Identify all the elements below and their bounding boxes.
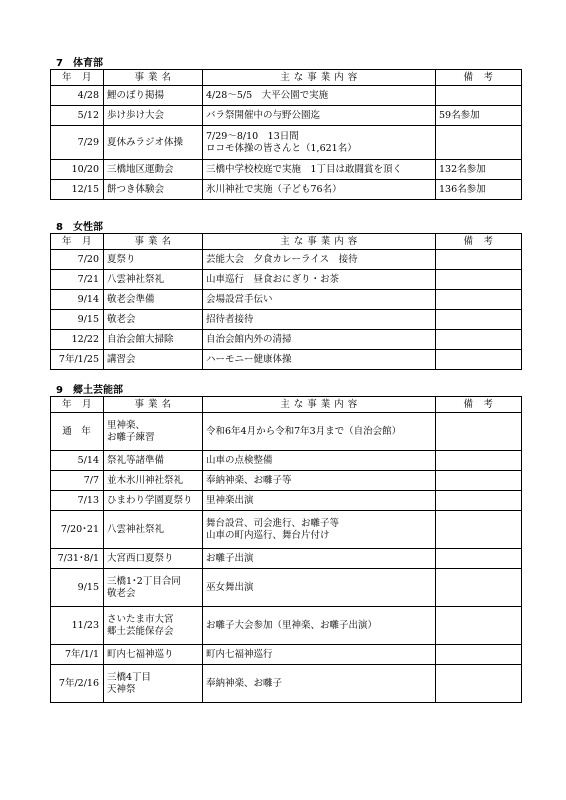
table-row — [51, 160, 522, 180]
row-name — [104, 413, 203, 451]
header-content: 主 な 事 業 内 容 — [203, 397, 436, 413]
row-date: 7/29 — [51, 126, 104, 160]
table-row — [51, 491, 522, 511]
table-row — [51, 645, 522, 665]
header-date: 年 月 — [51, 70, 104, 86]
header-note: 備 考 — [436, 397, 522, 413]
row-content: 奉納神楽、お囃子 — [203, 665, 436, 703]
row-note — [436, 310, 522, 330]
table-row — [51, 86, 522, 106]
header-name: 事 業 名 — [104, 397, 203, 413]
row-date: 7年/2/16 — [51, 665, 104, 703]
table-row — [51, 665, 522, 703]
row-name — [104, 665, 203, 703]
row-name: 八雲神社祭礼 — [104, 511, 203, 549]
table-folk-arts — [50, 396, 522, 703]
row-content — [203, 126, 436, 160]
row-content: 会場設営手伝い — [203, 290, 436, 310]
section-title-womens: 8 女性部 — [56, 222, 103, 233]
row-note: 59名参加 — [436, 106, 522, 126]
header-name: 事 業 名 — [104, 234, 203, 250]
content-line: ロコモ体操の皆さんと（1,621名） — [206, 142, 357, 154]
name-line: 里神楽、 — [107, 419, 146, 431]
row-name: 敬老会準備 — [104, 290, 203, 310]
row-date: 9/15 — [51, 569, 104, 607]
row-date: 7/7 — [51, 471, 104, 491]
row-date: 12/15 — [51, 180, 104, 200]
name-line: 三橋1･2丁目合同 — [107, 575, 181, 587]
row-date: 7年/1/1 — [51, 645, 104, 665]
table-row — [51, 270, 522, 290]
section-title-sports: 7 体育部 — [56, 58, 103, 69]
row-date: 7年/1/25 — [51, 350, 104, 370]
table-row — [51, 607, 522, 645]
row-date: 9/15 — [51, 310, 104, 330]
row-content: 里神楽出演 — [203, 491, 436, 511]
table-row — [51, 569, 522, 607]
row-note — [436, 549, 522, 569]
row-content: 山車の点検整備 — [203, 451, 436, 471]
table-row — [51, 549, 522, 569]
content-line: 山車の町内巡行、舞台片付け — [206, 529, 330, 541]
name-line: お囃子練習 — [107, 431, 155, 443]
table-row — [51, 330, 522, 350]
row-content: 三橋中学校校庭で実施 1丁目は敢闘賞を頂く — [203, 160, 436, 180]
row-name: 敬老会 — [104, 310, 203, 330]
table-row — [51, 290, 522, 310]
row-date: 7/20 — [51, 250, 104, 270]
table-row — [51, 250, 522, 270]
table-row — [51, 413, 522, 451]
row-content — [203, 511, 436, 549]
row-note — [436, 491, 522, 511]
row-note: 132名参加 — [436, 160, 522, 180]
row-content: お囃子出演 — [203, 549, 436, 569]
row-date: 7/20･21 — [51, 511, 104, 549]
row-content: 町内七福神巡行 — [203, 645, 436, 665]
row-content: 令和6年4月から令和7年3月まで（自治会館） — [203, 413, 436, 451]
row-name: 祭礼等諸準備 — [104, 451, 203, 471]
header-row — [51, 234, 522, 250]
table-row — [51, 471, 522, 491]
name-line: 三橋4丁目 — [107, 671, 152, 683]
name-line: さいたま市大宮 — [107, 613, 174, 625]
table-row — [51, 106, 522, 126]
header-date: 年 月 — [51, 397, 104, 413]
row-note — [436, 290, 522, 310]
row-content: 芸能大会 夕食カレーライス 接待 — [203, 250, 436, 270]
row-content: バラ祭開催中の与野公園迄 — [203, 106, 436, 126]
row-content: ハーモニー健康体操 — [203, 350, 436, 370]
row-note — [436, 86, 522, 106]
row-date: 7/31･8/1 — [51, 549, 104, 569]
table-sports — [50, 69, 522, 200]
row-note — [436, 607, 522, 645]
row-date: 9/14 — [51, 290, 104, 310]
table-row — [51, 350, 522, 370]
table-row — [51, 511, 522, 549]
row-date: 7/21 — [51, 270, 104, 290]
row-note — [436, 126, 522, 160]
row-name: 歩け歩け大会 — [104, 106, 203, 126]
header-content: 主 な 事 業 内 容 — [203, 70, 436, 86]
section-title-folk-arts: 9 郷土芸能部 — [56, 385, 123, 396]
row-date: 11/23 — [51, 607, 104, 645]
row-note: 136名参加 — [436, 180, 522, 200]
content-line: 舞台設営、司会進行、お囃子等 — [206, 517, 340, 529]
table-row — [51, 126, 522, 160]
row-content: 氷川神社で実施（子ども76名） — [203, 180, 436, 200]
row-date: 10/20 — [51, 160, 104, 180]
row-note — [436, 511, 522, 549]
row-content: 巫女舞出演 — [203, 569, 436, 607]
header-name: 事 業 名 — [104, 70, 203, 86]
row-date: 12/22 — [51, 330, 104, 350]
row-content: お囃子大会参加（里神楽、お囃子出演） — [203, 607, 436, 645]
row-date: 通 年 — [51, 413, 104, 451]
row-name — [104, 569, 203, 607]
row-name: 餅つき体験会 — [104, 180, 203, 200]
row-name: 夏休みラジオ体操 — [104, 126, 203, 160]
row-content: 自治会館内外の清掃 — [203, 330, 436, 350]
row-name: 大宮西口夏祭り — [104, 549, 203, 569]
header-content: 主 な 事 業 内 容 — [203, 234, 436, 250]
header-date: 年 月 — [51, 234, 104, 250]
header-row — [51, 397, 522, 413]
row-name: 自治会館大掃除 — [104, 330, 203, 350]
row-name: 講習会 — [104, 350, 203, 370]
row-note — [436, 330, 522, 350]
row-name: 三橋地区運動会 — [104, 160, 203, 180]
table-row — [51, 451, 522, 471]
row-content: 奉納神楽、お囃子等 — [203, 471, 436, 491]
row-date: 7/13 — [51, 491, 104, 511]
content-line: 7/29～8/10 13日間 — [206, 130, 299, 142]
row-date: 5/14 — [51, 451, 104, 471]
header-note: 備 考 — [436, 70, 522, 86]
row-name: ひまわり学園夏祭り — [104, 491, 203, 511]
row-note — [436, 250, 522, 270]
row-note — [436, 645, 522, 665]
table-row — [51, 310, 522, 330]
header-row — [51, 70, 522, 86]
row-content: 4/28～5/5 大平公園で実施 — [203, 86, 436, 106]
row-date: 4/28 — [51, 86, 104, 106]
row-name — [104, 607, 203, 645]
row-note — [436, 350, 522, 370]
name-line: 天神祭 — [107, 683, 136, 695]
row-name: 夏祭り — [104, 250, 203, 270]
row-date: 5/12 — [51, 106, 104, 126]
header-note: 備 考 — [436, 234, 522, 250]
table-womens — [50, 233, 522, 370]
row-note — [436, 665, 522, 703]
row-name: 鯉のぼり掲揚 — [104, 86, 203, 106]
row-note — [436, 569, 522, 607]
name-line: 敬老会 — [107, 587, 136, 599]
row-note — [436, 413, 522, 451]
row-note — [436, 471, 522, 491]
row-note — [436, 270, 522, 290]
name-line: 郷土芸能保存会 — [107, 625, 174, 637]
row-content: 山車巡行 昼食おにぎり・お茶 — [203, 270, 436, 290]
row-name: 八雲神社祭礼 — [104, 270, 203, 290]
row-note — [436, 451, 522, 471]
row-name: 町内七福神巡り — [104, 645, 203, 665]
row-content: 招待者接待 — [203, 310, 436, 330]
table-row — [51, 180, 522, 200]
row-name: 並木氷川神社祭礼 — [104, 471, 203, 491]
